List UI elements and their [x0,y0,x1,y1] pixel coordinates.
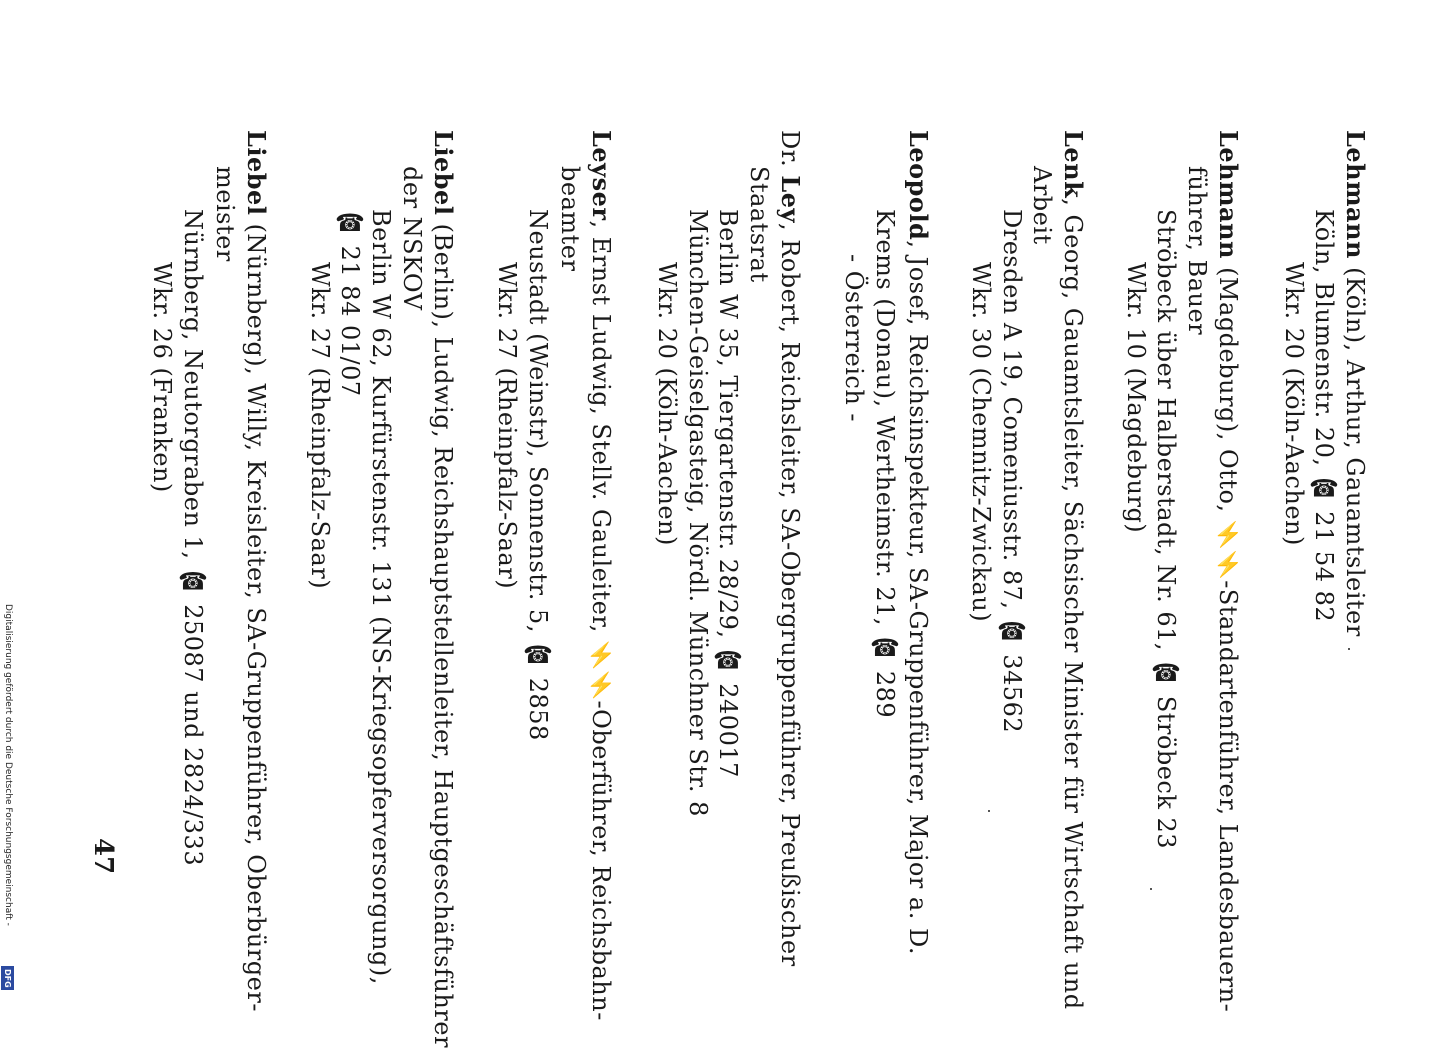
entry-lehmann-arthur-line-1: Lehmann (Köln), Arthur, Gauamtsleiter [1341,130,1370,637]
surname: Lehmann [1341,130,1370,259]
entry-lehmann-otto-line-3: Ströbeck über Halberstadt, Nr. 61, ☎ Ströbeck 23 [1152,209,1180,850]
entry-liebel-willy-line-2: meister [211,166,239,262]
entry-leopold-line-3: - Österreich - [840,254,868,423]
scan-speck [1348,648,1350,650]
entry-ley-line-5: Wkr. 20 (Köln-Aachen) [653,262,681,546]
entry-lehmann-arthur-line-3: Wkr. 20 (Köln-Aachen) [1280,262,1308,546]
surname: Leyser [587,130,616,221]
scan-speck [1150,888,1152,890]
entry-liebel-ludwig-line-1: Liebel (Berlin), Ludwig, Reichshauptstellenleiter, Hauptgeschäftsführer [429,130,458,1048]
entry-leyser-line-4: Wkr. 27 (Rheinpfalz-Saar) [493,262,521,590]
entry-leyser-line-1: Leyser, Ernst Ludwig, Stellv. Gauleiter, ⚡⚡-Oberführer, Reichsbahn- [587,130,616,1021]
scan-speck [988,810,990,812]
entry-ley-line-4: München-Geiselgasteig, Nördl. Münchner Str. 8 [684,209,712,817]
page-number: 47 [88,838,118,875]
entry-leyser-line-2: beamter [556,166,584,272]
entry-liebel-willy-line-3: Nürnberg, Neutorgraben 1, ☎ 25087 und 2824/333 [179,209,207,867]
surname: Lenk [1059,130,1088,199]
dfg-logo: DFG [1,966,14,990]
entry-ley-line-1: Dr. Ley, Robert, Reichsleiter, SA-Obergruppenführer, Preußischer [776,130,805,967]
entry-leyser-line-3: Neustadt (Weinstr), Sonnenstr. 5, ☎ 2858 [524,209,552,741]
entry-lenk-line-3: Dresden A 19, Comeniusstr. 87, ☎ 34562 [998,209,1026,734]
entry-leopold-line-2: Krems (Donau), Wertheimstr. 21, ☎ 289 [871,209,899,719]
entry-liebel-ludwig-line-5: Wkr. 27 (Rheinpfalz-Saar) [306,262,334,590]
entry-lehmann-otto-line-1: Lehmann (Magdeburg), Otto, ⚡⚡-Standartenführer, Landesbauern- [1214,130,1243,1013]
entry-ley-line-3: Berlin W 35, Tiergartenstr. 28/29, ☎ 240017 [714,209,742,778]
entry-leopold-line-1: Leopold, Josef, Reichsinspekteur, SA-Gruppenführer, Major a. D. [904,130,933,955]
entry-lehmann-arthur-line-2: Köln, Blumenstr. 20, ☎ 21 54 82 [1310,209,1338,623]
surname: Leopold [904,130,933,241]
entry-ley-line-2: Staatsrat [745,166,773,283]
digitization-credit: Digitalisierung gefördert durch die Deutsche Forschungsgemeinschaft - [3,604,13,926]
surname: Liebel [242,130,271,216]
surname: Ley [776,175,805,223]
entry-liebel-willy-line-4: Wkr. 26 (Franken) [148,262,176,493]
entry-liebel-willy-line-1: Liebel (Nürnberg), Willy, Kreisleiter, SA-Gruppenführer, Oberbürger- [242,130,271,1012]
entry-lehmann-otto-line-4: Wkr. 10 (Magdeburg) [1122,262,1150,534]
entry-lenk-line-1: Lenk, Georg, Gauamtsleiter, Sächsischer Minister für Wirtschaft und [1059,130,1088,1010]
surname: Liebel [429,130,458,216]
entry-lenk-line-2: Arbeit [1028,166,1056,245]
surname: Lehmann [1214,130,1243,259]
entry-lenk-line-4: Wkr. 30 (Chemnitz-Zwickau) [967,262,995,623]
entry-liebel-ludwig-line-4: ☎ 21 84 01/07 [336,209,364,397]
entry-liebel-ludwig-line-3: Berlin W 62, Kurfürstenstr. 131 (NS-Kriegsopferversorgung), [367,209,395,985]
entry-lehmann-otto-line-2: führer, Bauer [1183,166,1211,336]
entry-liebel-ludwig-line-2: der NSKOV [398,166,426,311]
